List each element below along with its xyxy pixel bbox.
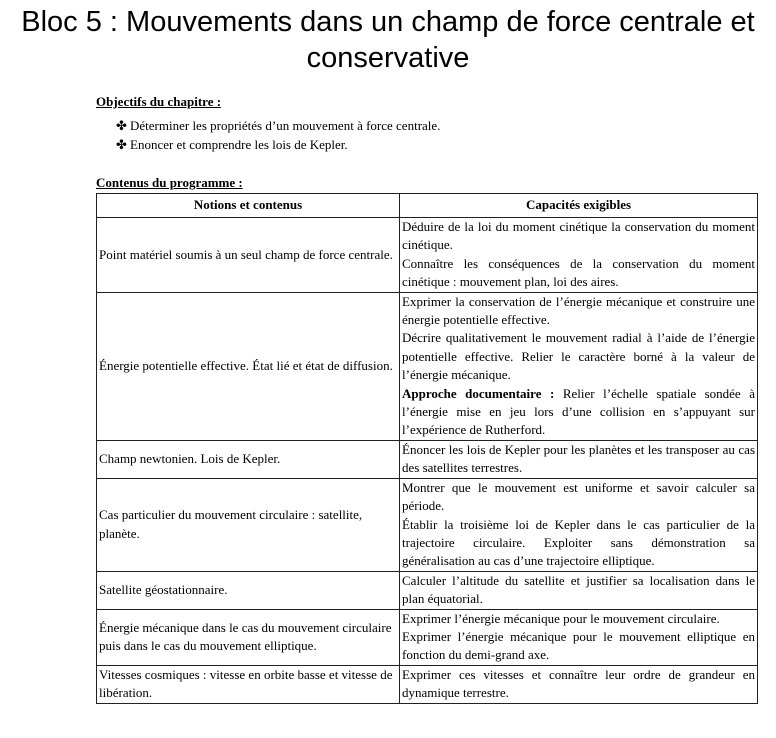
objectives-heading: Objectifs du chapitre : [96, 94, 222, 109]
capacities-cell [400, 218, 758, 293]
approach-text: Relier l’échelle spatiale sondée à l’énergie mise en jeu lors d’une collision en s’appuyant sur l’expérience de Rutherford. [402, 385, 755, 438]
capacities-cell [400, 478, 758, 571]
notion-cell: Cas particulier du mouvement circulaire : satellite, planète. [97, 478, 400, 571]
table-row [97, 571, 758, 609]
capacity-line: Calculer l’altitude du satellite et justifier sa localisation dans le plan équatorial. [402, 572, 755, 607]
objectives-list [116, 116, 440, 154]
program-heading: Contenus du programme : [96, 175, 243, 190]
approach-label: Approche documentaire : [402, 385, 555, 401]
capacity-line: Montrer que le mouvement est uniforme et savoir calculer sa période. [402, 479, 755, 514]
capacity-line: Exprimer la conservation de l’énergie mécanique et construire une énergie potentielle effective. [402, 293, 755, 328]
table-header-row [97, 194, 758, 218]
objective-item [116, 116, 440, 135]
table-row [97, 292, 758, 440]
column-header-notions: Notions et contenus [97, 194, 400, 218]
bullet-icon: ✤ [116, 118, 127, 133]
table-row [97, 609, 758, 665]
table-row [97, 478, 758, 571]
objective-text: Déterminer les propriétés d’un mouvement à force centrale. [130, 118, 441, 133]
notion-cell: Énergie mécanique dans le cas du mouvement circulaire puis dans le cas du mouvement elliptique. [97, 609, 400, 665]
table-row [97, 440, 758, 478]
capacity-line: Décrire qualitativement le mouvement radial à l’aide de l’énergie potentielle effective. Relier le caractère borné à la valeur de l’énergie mécanique. [402, 330, 755, 383]
notion-cell: Point matériel soumis à un seul champ de force centrale. [97, 218, 400, 293]
capacities-cell [400, 665, 758, 703]
notion-cell: Énergie potentielle effective. État lié et état de diffusion. [97, 292, 400, 440]
capacity-line: Exprimer l’énergie mécanique pour le mouvement circulaire. [402, 610, 720, 626]
bullet-icon: ✤ [116, 137, 127, 152]
capacity-line [402, 385, 755, 440]
capacity-line: Exprimer l’énergie mécanique pour le mouvement elliptique en fonction du demi-grand axe. [402, 628, 755, 663]
table-row [97, 218, 758, 293]
capacity-line: Établir la troisième loi de Kepler dans le cas particulier de la trajectoire circulaire. Exploiter sans démonstration sa généralisation au cas d’une trajectoire elliptique. [402, 516, 755, 569]
objective-item [116, 135, 440, 154]
program-table [96, 193, 758, 704]
capacity-line: Déduire de la loi du moment cinétique la conservation du moment cinétique. [402, 219, 755, 253]
capacities-cell [400, 609, 758, 665]
table-row [97, 665, 758, 703]
objective-text: Enoncer et comprendre les lois de Kepler. [130, 137, 348, 152]
capacities-cell [400, 571, 758, 609]
capacity-line: Connaître les conséquences de la conservation du moment cinétique : mouvement plan, loi des aires. [402, 255, 755, 290]
capacity-line: Énoncer les lois de Kepler pour les planètes et les transposer au cas des satellites terrestres. [402, 441, 755, 476]
column-header-capacities: Capacités exigibles [400, 194, 758, 218]
capacities-cell [400, 440, 758, 478]
notion-cell: Champ newtonien. Lois de Kepler. [97, 440, 400, 478]
capacities-cell [400, 292, 758, 440]
capacity-line: Exprimer ces vitesses et connaître leur ordre de grandeur en dynamique terrestre. [402, 666, 755, 701]
notion-cell: Vitesses cosmiques : vitesse en orbite basse et vitesse de libération. [97, 665, 400, 703]
notion-cell: Satellite géostationnaire. [97, 571, 400, 609]
page-title: Bloc 5 : Mouvements dans un champ de force centrale et conservative [21, 6, 755, 74]
